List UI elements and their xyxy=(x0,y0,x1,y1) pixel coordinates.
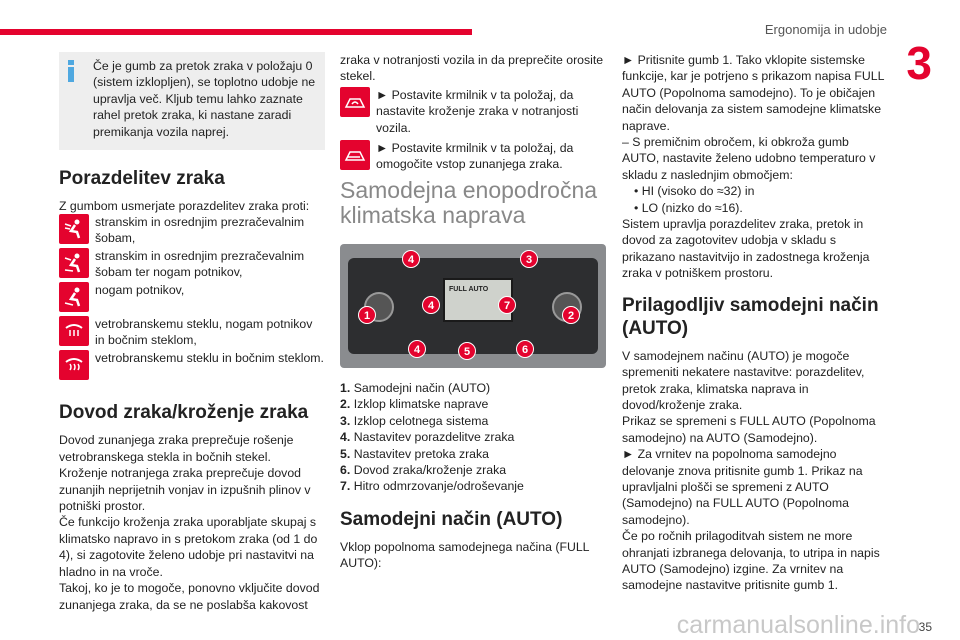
defrost-feet-icon xyxy=(59,316,89,346)
callout-2: 2 xyxy=(562,306,580,324)
callout-1: 1 xyxy=(358,306,376,324)
list-item: 2. Izklop klimatske naprave xyxy=(340,397,489,412)
chapter-number: 3 xyxy=(906,37,932,89)
list-item: 1. Samodejni način (AUTO) xyxy=(340,381,491,396)
running-header: Ergonomija in udobje xyxy=(764,22,887,37)
heading-auto-mode: Samodejni način (AUTO) xyxy=(340,508,563,530)
heading-auto-climate: Samodejna enopodročna klimatska naprava xyxy=(340,177,598,229)
defrost-icon xyxy=(59,350,89,380)
distribution-item: nogam potnikov, xyxy=(59,282,325,316)
vent-face-icon xyxy=(59,214,89,244)
distribution-item: vetrobranskemu steklu, nogam potnikov in bočnim steklom, xyxy=(59,316,325,350)
list-item: 5. Nastavitev pretoka zraka xyxy=(340,446,490,461)
distribution-intro: Z gumbom usmerjate porazdelitev zraka proti: xyxy=(59,199,310,214)
recirculation-step: ► Postavite krmilnik v ta položaj, da nastavite kroženje zraka v notranjosti vozila. xyxy=(340,87,606,136)
callout-4b: 4 xyxy=(422,296,440,314)
vent-face-feet-icon xyxy=(59,248,89,278)
list-item: 3. Izklop celotnega sistema xyxy=(340,413,489,428)
distribution-list xyxy=(59,214,325,384)
info-icon xyxy=(65,60,76,82)
chapter-color-bar xyxy=(0,29,472,35)
fresh-air-step: ► Postavite krmilnik v ta položaj, da omogočite vstop zunanjega zraka. xyxy=(340,140,606,174)
info-note-text: Če je gumb za pretok zraka v položaju 0 (sistem izklopljen), se toplotno udobje ne upravlja več. Kljub temu lahko zaznate rahel pretok zraka, ki nastane zaradi premikanja vozila naprej. xyxy=(93,59,316,139)
callout-5: 5 xyxy=(458,342,476,360)
column-2: zraka v notranjosti vozila in da preprečite orosite stekel. ► Postavite krmilnik v ta položaj, da nastavite kroženje zraka v notranjosti vozila. ► Postavite krmilnik v ta položaj, da omogočite vstop zunanjega zraka. Samodejna enopodročna klimatska naprava FULL AUTO 4 3 1 4 7 2 4 5 6 1. Samodejni način (AUTO) 2. Izklop klimatske naprave 3. Izklop celotnega sistema 4. Nastavitev porazdelitve zraka 5. Nastavitev pretoka zraka 6. Dovod zraka/kroženje zraka 7. Hitro odmrzovanje/odroševanje Samodejni način (AUTO) Vklop popolnoma samodejnega načina (FULL AUTO): xyxy=(340,52,606,572)
distribution-item: vetrobranskemu steklu in bočnim steklom. xyxy=(59,350,325,384)
info-note xyxy=(59,52,325,150)
heading-air-distribution: Porazdelitev zraka xyxy=(59,168,225,190)
heading-adaptive-auto: Prilagodljiv samodejni način (AUTO) xyxy=(622,294,879,339)
page-number: 35 xyxy=(918,620,932,634)
display-screen: FULL AUTO xyxy=(443,278,513,322)
component-list xyxy=(340,380,606,495)
heading-air-intake: Dovod zraka/kroženje zraka xyxy=(59,402,309,424)
callout-7: 7 xyxy=(498,296,516,314)
callout-4c: 4 xyxy=(408,340,426,358)
callout-6: 6 xyxy=(516,340,534,358)
distribution-item: stranskim in osrednjim prezračevalnim šobam ter nogam potnikov, xyxy=(59,248,325,282)
callout-3: 3 xyxy=(520,250,538,268)
list-item: 7. Hitro odmrzovanje/odroševanje xyxy=(340,479,524,494)
list-item: 4. Nastavitev porazdelitve zraka xyxy=(340,430,515,445)
column-3: ► Pritisnite gumb 1. Tako vklopite sistemske funkcije, kar je potrjeno s prikazom napisa FULL AUTO (Popolnoma samodejno). To je običajen način delovanja za sistem samodejne klimatske naprave. – S premičnim obročem, ki obkroža gumb AUTO, nastavite želeno udobno temperaturo v skladu z naslednjim območjem: • HI (visoko do ≈32) in • LO (nizko do ≈16). Sistem upravlja porazdelitev zraka, pretok in dovod za zagotovitev udobja v skladu s prikazano nastavitvijo in zadostnega kroženja zraka v potniškem prostoru. Prilagodljiv samodejni način (AUTO) V samodejnem načinu (AUTO) je mogoče spremeniti nekatere nastavitve: porazdelitev, pretok zraka, klimatska naprava in dovod/kroženje zraka. Prikaz se spremeni s FULL AUTO (Popolnoma samodejno) na AUTO (Samodejno). ► Za vrnitev na popolnoma samodejno delovanje znova pritisnite gumb 1. Prikaz na upravljalni plošči se spremeni z AUTO (Samodejno) na FULL AUTO (Popolnoma samodejno). Če po ročnih prilagoditvah sistem ne more ohranjati izbranega delovanja, to utripa in napis AUTO (Samodejno) izgine. Za vrnitev na samodejne nastavitve pritisnite gumb 1. xyxy=(622,52,888,594)
fresh-air-icon xyxy=(340,140,370,170)
callout-4: 4 xyxy=(402,250,420,268)
vent-feet-icon xyxy=(59,282,89,312)
column-1: Če je gumb za pretok zraka v položaju 0 (sistem izklopljen), se toplotno udobje ne upravlja več. Kljub temu lahko zaznate rahel pretok zraka, ki nastane zaradi premikanja vozila naprej. Porazdelitev zraka Z gumbom usmerjate porazdelitev zraka proti: stranskim in osrednjim prezračevalnim šobam, stranskim in osrednjim prezračevalnim šobam ter nogam potnikov, nogam potnikov, vetrobranskemu steklu, nogam potnikov in bočnim steklom, vetrobranskemu steklu in bočnim steklom. Dovod zraka/kroženje zraka Dovod zunanjega zraka preprečuje rošenje vetrobranskega stekla in bočnih stekel. Kroženje notranjega zraka preprečuje dovod zunanjih neprijetnih vonjav in izpušnih plinov v potniški prostor. Če funkcijo kroženja zraka uporabljate skupaj s klimatsko napravo in s pretokom zraka (od 1 do 4), si zagotovite želeno udobje pri nastavitvi na hladno in na vroče. Takoj, ko je to mogoče, ponovno vključite dovod zunanjega zraka, da se ne poslabša kakovost xyxy=(59,52,325,613)
recirculation-icon xyxy=(340,87,370,117)
watermark: carmanualsonline.info xyxy=(676,611,920,639)
climate-panel-image xyxy=(340,244,606,368)
distribution-item: stranskim in osrednjim prezračevalnim šobam, xyxy=(59,214,325,248)
list-item: 6. Dovod zraka/kroženje zraka xyxy=(340,463,507,478)
